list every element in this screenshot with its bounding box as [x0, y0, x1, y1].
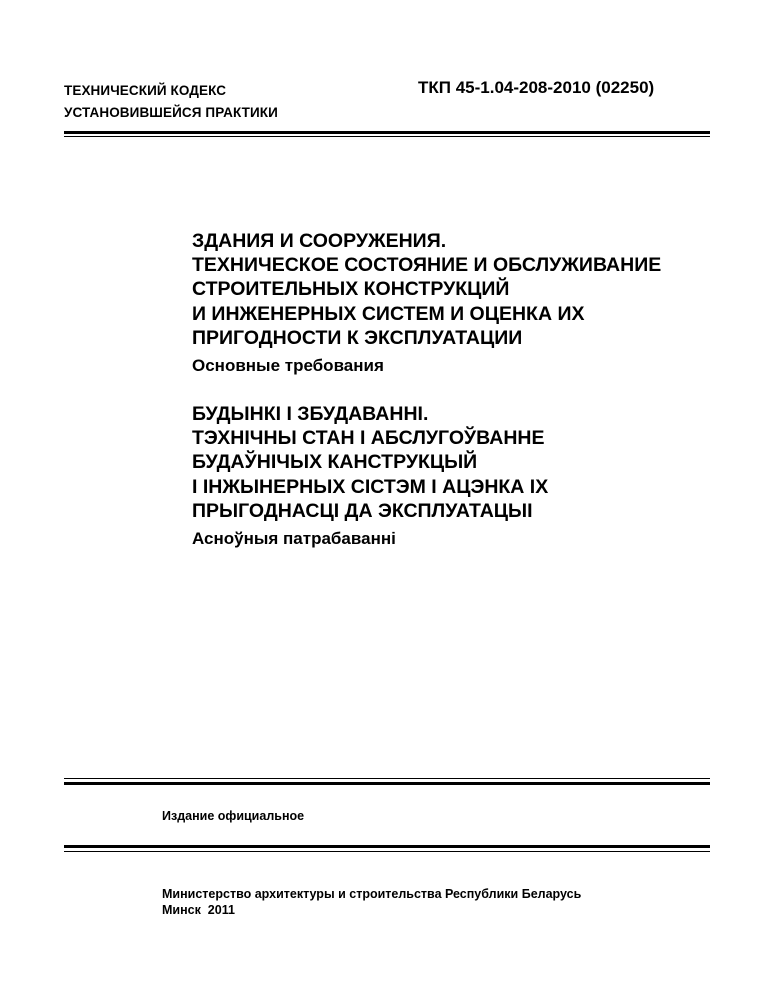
- publisher-name: Министерство архитектуры и строительства Республики Беларусь: [162, 887, 582, 901]
- title-ru: [192, 229, 661, 350]
- edition-rule-top-thick: [64, 782, 710, 785]
- edition-rule-top-thin: [64, 778, 710, 779]
- title-by-line: ПРЫГОДНАСЦІ ДА ЭКСПЛУАТАЦЫІ: [192, 499, 533, 522]
- header-rule-thick: [64, 131, 710, 134]
- title-by-line: ТЭХНІЧНЫ СТАН І АБСЛУГОЎВАННЕ: [192, 427, 545, 450]
- subtitle-by: Асноўныя патрабаванні: [192, 529, 396, 548]
- document-type-line2: УСТАНОВИВШЕЙСЯ ПРАКТИКИ: [64, 105, 278, 120]
- title-ru-line: И ИНЖЕНЕРНЫХ СИСТЕМ И ОЦЕНКА ИХ: [192, 302, 585, 325]
- publisher: [162, 886, 581, 918]
- title-by: [192, 402, 548, 523]
- edition-rule-bottom-thick: [64, 845, 710, 848]
- document-code: ТКП 45-1.04-208-2010 (02250): [418, 78, 655, 97]
- title-by-line: І ІНЖЫНЕРНЫХ СІСТЭМ І АЦЭНКА ІХ: [192, 475, 549, 498]
- title-ru-line: ЗДАНИЯ И СООРУЖЕНИЯ.: [192, 230, 447, 252]
- header-rule-thin: [64, 136, 710, 137]
- document-type-line1: ТЕХНИЧЕСКИЙ КОДЕКС: [64, 83, 227, 98]
- publisher-place-year: Минск 2011: [162, 903, 235, 917]
- edition-rule-bottom-thin: [64, 851, 710, 852]
- title-by-line: БУДАЎНІЧЫХ КАНСТРУКЦЫЙ: [192, 451, 478, 474]
- title-ru-line: ТЕХНИЧЕСКОЕ СОСТОЯНИЕ И ОБСЛУЖИВАНИЕ: [192, 254, 662, 277]
- edition-label: Издание официальное: [162, 809, 305, 823]
- title-ru-line: СТРОИТЕЛЬНЫХ КОНСТРУКЦИЙ: [192, 278, 510, 301]
- title-by-line: БУДЫНКІ І ЗБУДАВАННІ.: [192, 403, 429, 425]
- subtitle-ru: Основные требования: [192, 356, 384, 375]
- title-ru-line: ПРИГОДНОСТИ К ЭКСПЛУАТАЦИИ: [192, 326, 523, 349]
- document-type: [64, 80, 278, 124]
